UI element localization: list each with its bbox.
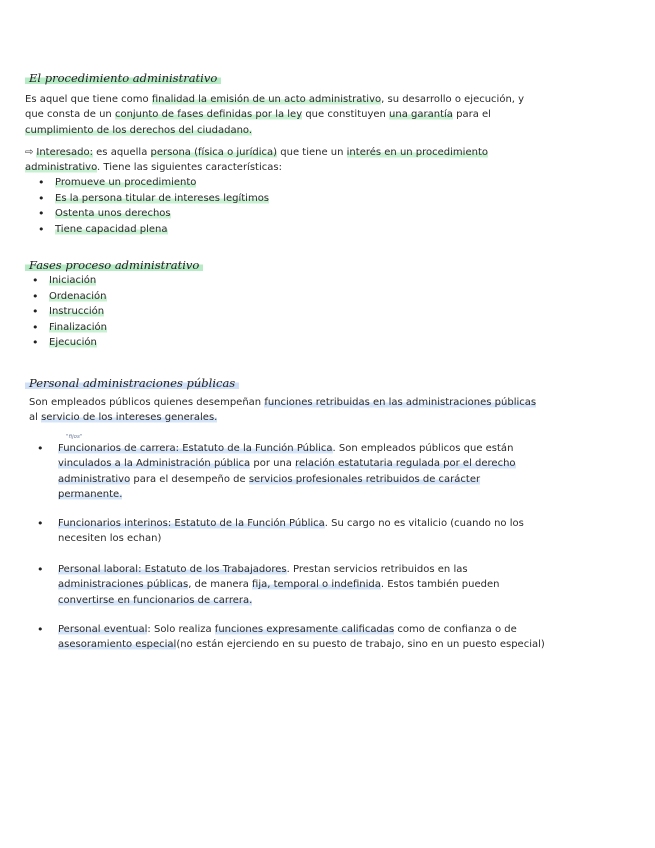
bullet-icon: • <box>37 442 44 455</box>
characteristics-list <box>33 175 269 237</box>
list-item: • Iniciación <box>27 273 107 289</box>
personal-intro-paragraph <box>29 395 536 426</box>
intro-line-1: Son empleados públicos quienes desempeñan funciones retribuidas en las administraciones públicas <box>29 397 537 408</box>
list-item: • Ejecución <box>27 335 107 351</box>
bullet-icon: • <box>37 517 44 530</box>
list-item-personal-laboral: • Personal laboral: Estatuto de los Trabajadores. Prestan servicios retribuidos en las administraciones públicas, de manera fija, temporal o indefinida. Estos también pueden convertirse en funcionarios de carrera. <box>37 563 500 606</box>
interesado-line-1: ⇨ Interesado: es aquella persona (física o jurídica) que tiene un interés en un procedimiento <box>25 145 488 160</box>
list-item: • Promueve un procedimiento <box>33 175 269 191</box>
intro-line-2: al servicio de los intereses generales. <box>29 412 218 424</box>
interesado-line-2: administrativo. Tiene las siguientes características: <box>25 162 282 174</box>
list-item: • Ostenta unos derechos <box>33 206 269 222</box>
list-item-funcionarios-interinos: • Funcionarios interinos: Estatuto de la Función Pública. Su cargo no es vitalicio (cuando no los necesiten los echan) <box>37 517 524 545</box>
list-item: • Ordenación <box>27 289 107 305</box>
definition-line-3: cumplimiento de los derechos del ciudadano. <box>25 124 253 136</box>
list-item: • Es la persona titular de intereses legítimos <box>33 191 269 207</box>
arrow-right-icon: ⇨ <box>25 147 34 158</box>
section-title-fases: Fases proceso administrativo <box>25 258 203 272</box>
definition-line-2: que consta de un conjunto de fases definidas por la ley que constituyen una garantía para el <box>25 109 491 121</box>
list-item: • Tiene capacidad plena <box>33 222 269 238</box>
annotation-note: "fijos" <box>66 434 83 440</box>
list-item: • Finalización <box>27 320 107 336</box>
definition-line-1: Es aquel que tiene como finalidad la emisión de un acto administrativo, su desarrollo o ejecución, y <box>25 94 525 105</box>
interesado-paragraph <box>25 145 488 176</box>
bullet-icon: • <box>37 623 44 636</box>
section-title-personal: Personal administraciones públicas <box>25 376 239 390</box>
list-item-personal-eventual: • Personal eventual: Solo realiza funciones expresamente calificadas como de confianza o de asesoramiento especial(no están ejerciendo en su puesto de trabajo, sino en un puesto especial) <box>37 623 545 651</box>
definition-paragraph <box>25 92 524 138</box>
list-item: • Instrucción <box>27 304 107 320</box>
phases-list <box>27 273 107 351</box>
section-title-procedimiento: El procedimiento administrativo <box>25 71 221 85</box>
bullet-icon: • <box>37 563 44 576</box>
list-item-funcionarios-carrera: • Funcionarios de carrera: Estatuto de la Función Pública. Son empleados públicos que están vinculados a la Administración pública por una relación estatutaria regulada por el derecho administrativo para el desempeño de servicios profesionales retribuidos de carácter permanente. <box>37 442 516 500</box>
